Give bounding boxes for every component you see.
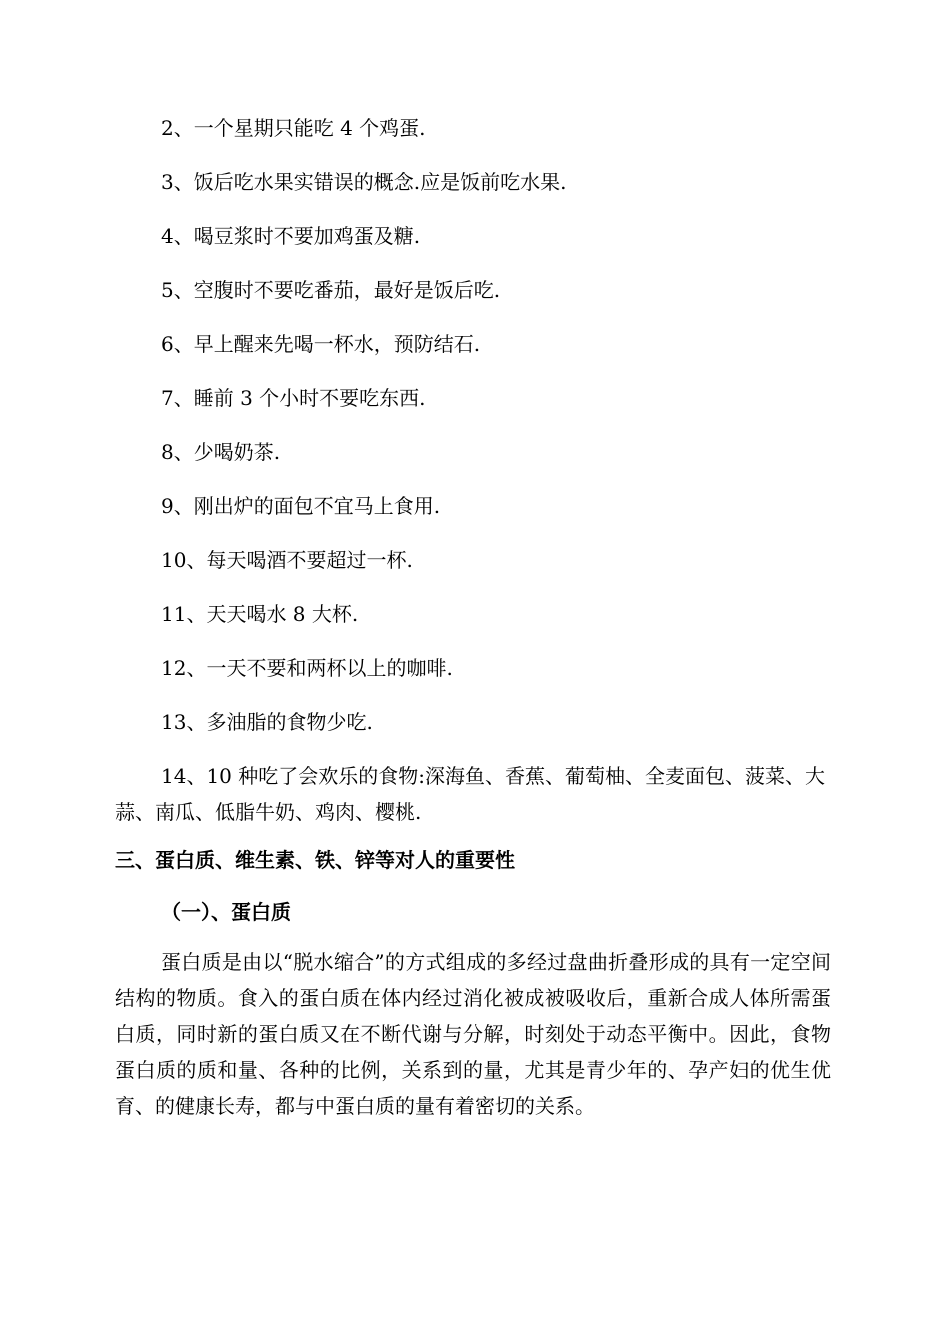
list-item: 10、每天喝酒不要超过一杯. (161, 548, 413, 572)
subsection-heading: （一）、蛋白质 (161, 900, 291, 924)
list-item: 9、刚出炉的面包不宜马上食用. (161, 494, 441, 518)
list-item: 8、少喝奶茶. (161, 440, 281, 464)
list-item: 13、多油脂的食物少吃. (161, 710, 373, 734)
list-item: 4、喝豆浆时不要加鸡蛋及糖. (161, 224, 421, 248)
body-paragraph: 蛋白质是由以“脱水缩合”的方式组成的多经过盘曲折叠形成的具有一定空间结构的物质。食入的蛋白质在体内经过消化被成被吸收后，重新合成人体所需蛋白质，同时新的蛋白质又在不断代谢与分解，时刻处于动态平衡中。因此，食物蛋白质的质和量、各种的比例，关系到的量，尤其是青少年的、孕产妇的优生优育、的健康长寿，都与中蛋白质的量有着密切的关系。 (115, 950, 831, 1118)
list-item: 5、空腹时不要吃番茄，最好是饭后吃. (161, 278, 501, 302)
list-item: 3、饭后吃水果实错误的概念.应是饭前吃水果. (161, 170, 567, 194)
list-item: 11、天天喝水 8 大杯. (161, 602, 359, 626)
list-item: 14、10 种吃了会欢乐的食物:深海鱼、香蕉、葡萄柚、全麦面包、菠菜、大蒜、南瓜、低脂牛奶、鸡肉、樱桃. (115, 764, 825, 824)
list-item: 12、一天不要和两杯以上的咖啡. (161, 656, 453, 680)
document-content (115, 110, 831, 1124)
list-item: 6、早上醒来先喝一杯水，预防结石. (161, 332, 481, 356)
section-heading: 三、蛋白质、维生素、铁、锌等对人的重要性 (115, 848, 515, 872)
list-item: 7、睡前 3 个小时不要吃东西. (161, 386, 426, 410)
list-item: 2、一个星期只能吃 4 个鸡蛋. (161, 116, 426, 140)
